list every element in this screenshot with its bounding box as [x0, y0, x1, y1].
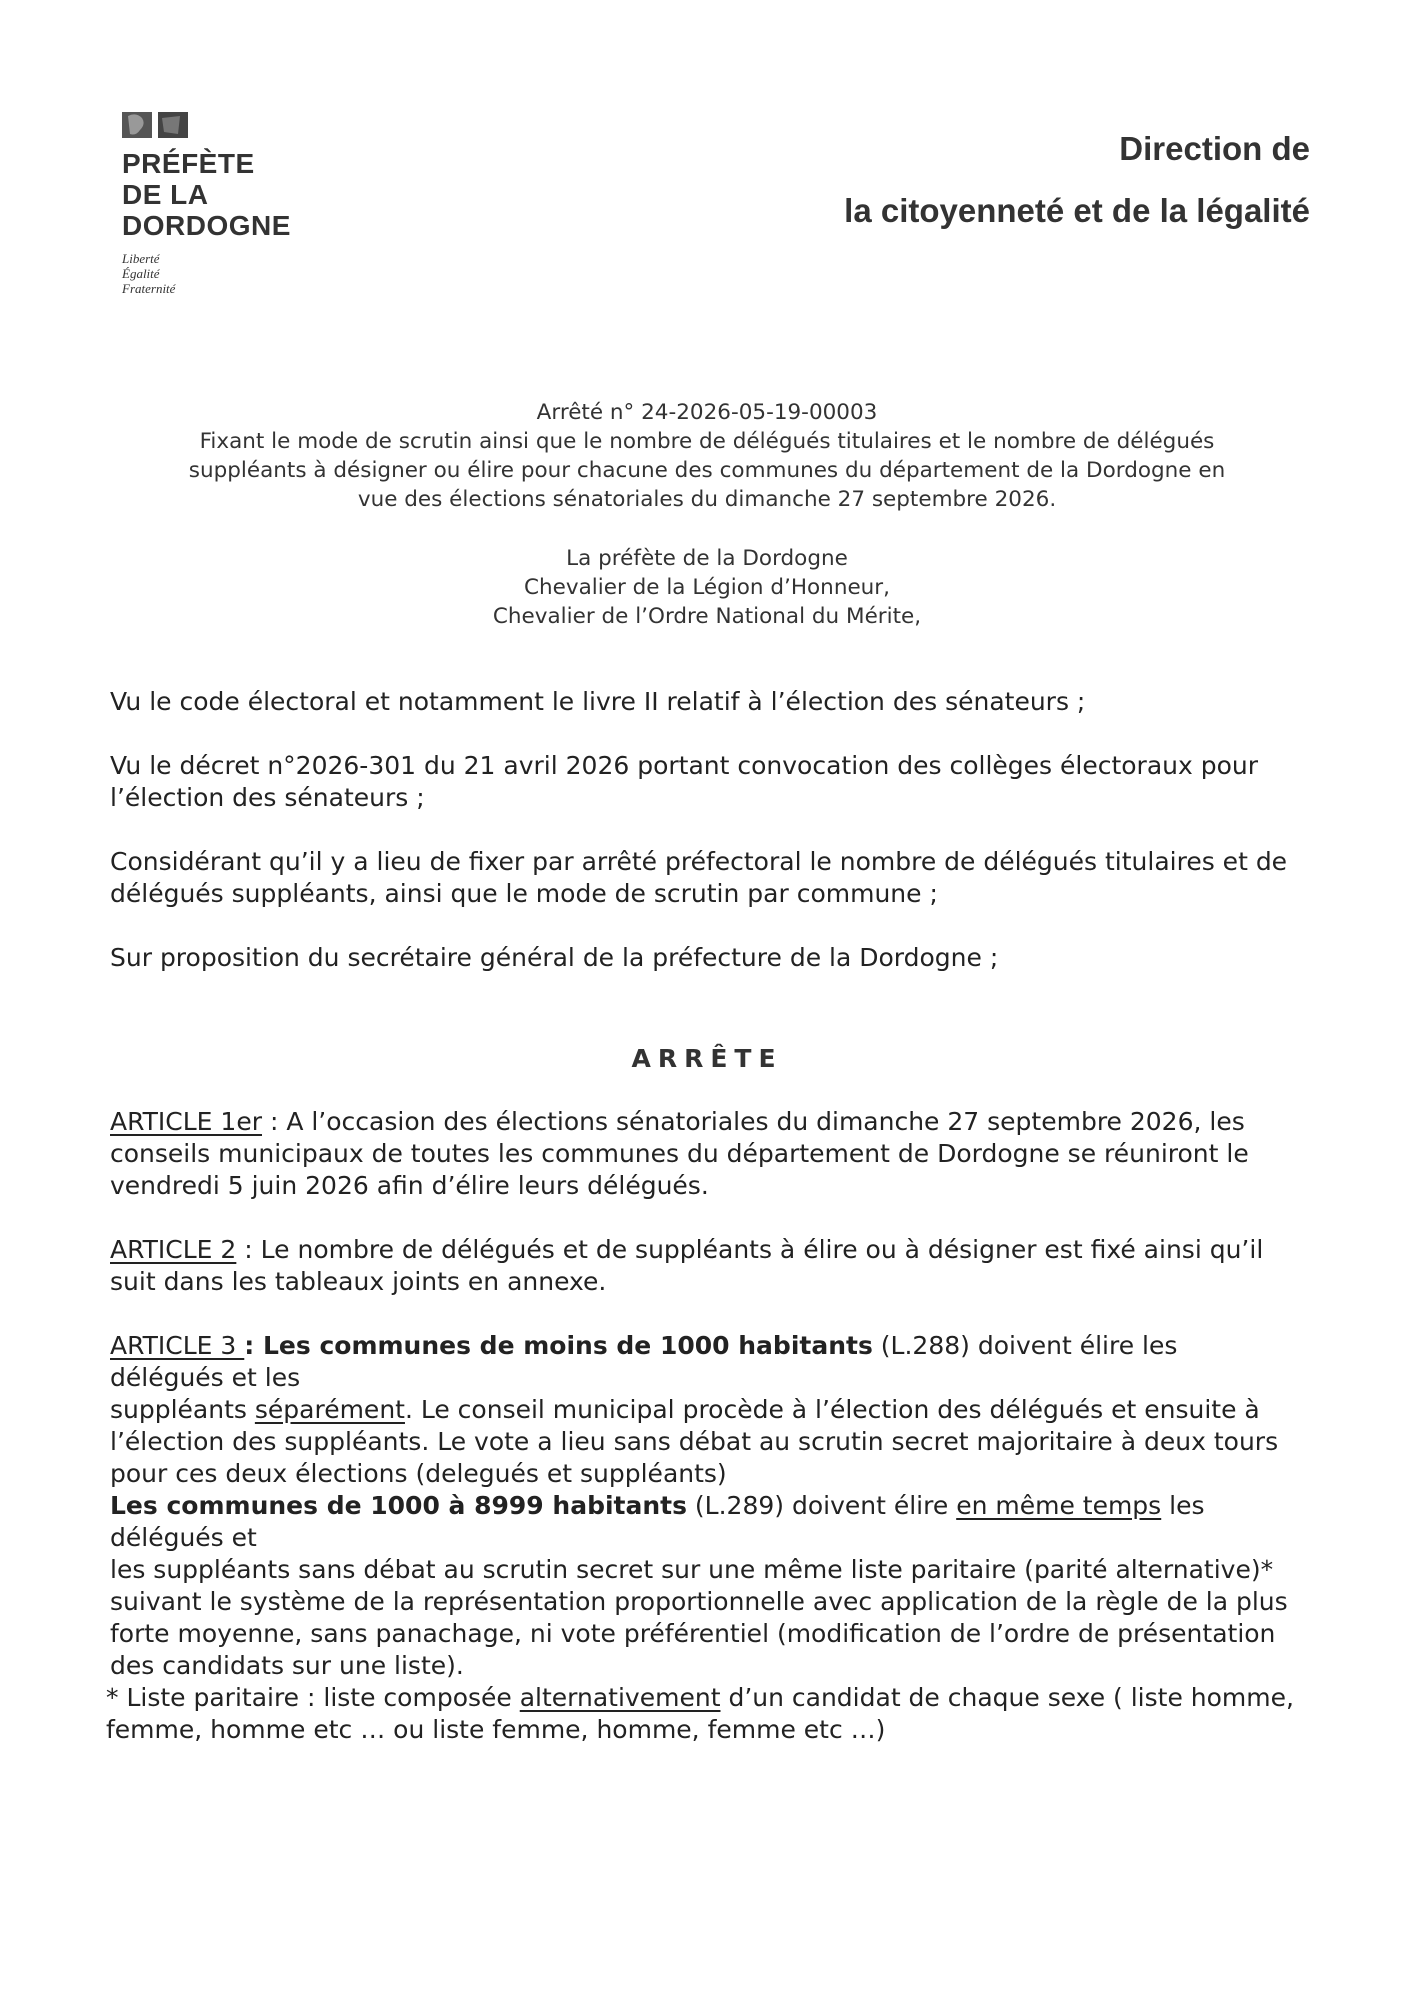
- article-3-paragraph-2: [110, 1490, 1294, 1682]
- note-pre: * Liste paritaire : liste composée: [106, 1683, 520, 1712]
- prefecture-logo: [122, 110, 342, 296]
- recital-vu-decret: [110, 750, 1294, 814]
- article-3-line-3: l’élection des suppléants. Le vote a lieu sans débat au scrutin secret majoritaire à deux tours: [110, 1427, 1279, 1456]
- arrete-title-block: [120, 398, 1294, 514]
- article-3-line-2-pre: suppléants: [110, 1395, 255, 1424]
- recital-considerant: [110, 846, 1294, 910]
- arrete-number: Arrêté n° 24-2026-05-19-00003: [536, 400, 878, 425]
- recital-vu-code-text: Vu le code électoral et notamment le livre II relatif à l’élection des sénateurs ;: [110, 687, 1086, 716]
- marianne-emblem-icon: [122, 110, 342, 140]
- authority-line-2: Chevalier de la Légion d’Honneur,: [524, 575, 890, 600]
- article-1: [110, 1106, 1294, 1202]
- article-2: [110, 1234, 1294, 1298]
- arrete-heading: ARRÊTE: [631, 1044, 783, 1073]
- article-3-line-1-rest: (L.288) doivent élire les délégués et les: [110, 1331, 1178, 1392]
- title-line-3: vue des élections sénatoriales du dimanche 27 septembre 2026.: [357, 487, 1057, 512]
- motto: [122, 251, 342, 296]
- recital-vu-code: [110, 686, 1294, 718]
- article-3-colon: :: [244, 1331, 263, 1360]
- article-3-en-meme-temps: en même temps: [956, 1491, 1162, 1520]
- recital-vu-decret-line-2: l’élection des sénateurs ;: [110, 783, 425, 812]
- recital-proposition-text: Sur proposition du secrétaire général de la préfecture de la Dordogne ;: [110, 943, 999, 972]
- note-alternativement: alternativement: [519, 1683, 721, 1712]
- logo-line-1: PRÉFÈTE: [122, 148, 255, 179]
- authority-block: [120, 544, 1294, 631]
- article-1-line-3: vendredi 5 juin 2026 afin d’élire leurs délégués.: [110, 1171, 709, 1200]
- motto-fraternite: Fraternité: [122, 281, 176, 296]
- article-3-p2-line-3: suivant le système de la représentation proportionnelle avec application de la règle de la plus: [110, 1587, 1288, 1616]
- authority-line-3: Chevalier de l’Ordre National du Mérite,: [492, 604, 922, 629]
- article-3-p2-line-5: des candidats sur une liste).: [110, 1651, 464, 1680]
- article-3-p2-line-1-end: les délégués et: [110, 1491, 1205, 1552]
- article-3-line-2-rest: . Le conseil municipal procède à l’élection des délégués et ensuite à: [404, 1395, 1260, 1424]
- note-rest: d’un candidat de chaque sexe ( liste homme,: [720, 1683, 1294, 1712]
- direction-line-2: la citoyenneté et de la légalité: [844, 192, 1310, 229]
- article-3-separement: séparément: [254, 1395, 405, 1424]
- logo-line-3: DORDOGNE: [122, 210, 291, 241]
- recital-proposition: [110, 942, 1294, 974]
- direction-header: [844, 118, 1310, 242]
- motto-egalite: Égalité: [122, 266, 160, 281]
- motto-liberte: Liberté: [122, 251, 160, 266]
- direction-line-1: Direction de: [1119, 130, 1310, 167]
- note-line-2: femme, homme etc … ou liste femme, homme, femme etc …): [106, 1715, 886, 1744]
- liste-paritaire-note: [106, 1682, 1294, 1746]
- recital-considerant-line-2: délégués suppléants, ainsi que le mode de scrutin par commune ;: [110, 879, 938, 908]
- article-1-line-1: : A l’occasion des élections sénatoriales du dimanche 27 septembre 2026, les: [262, 1107, 1245, 1136]
- article-2-line-2: suit dans les tableaux joints en annexe.: [110, 1267, 607, 1296]
- article-2-line-1: : Le nombre de délégués et de suppléants à élire ou à désigner est fixé ainsi qu’il: [236, 1235, 1264, 1264]
- title-line-1: Fixant le mode de scrutin ainsi que le nombre de délégués titulaires et le nombre de délégués: [199, 429, 1215, 454]
- article-3-bold-communes-1000-8999: Les communes de 1000 à 8999 habitants: [110, 1491, 687, 1520]
- article-1-line-2: conseils municipaux de toutes les communes du département de Dordogne se réuniront le: [110, 1139, 1249, 1168]
- article-3-line-4: pour ces deux élections (delegués et suppléants): [110, 1459, 727, 1488]
- article-3-p2-line-1-mid: (L.289) doivent élire: [686, 1491, 957, 1520]
- recital-considerant-line-1: Considérant qu’il y a lieu de fixer par arrêté préfectoral le nombre de délégués titulaires et de: [110, 847, 1288, 876]
- article-3-p2-line-2: les suppléants sans débat au scrutin secret sur une même liste paritaire (parité alternative)*: [110, 1555, 1274, 1584]
- article-3-label: ARTICLE 3: [110, 1331, 245, 1360]
- title-line-2: suppléants à désigner ou élire pour chacune des communes du département de la Dordogne en: [188, 458, 1226, 483]
- article-3-p2-line-4: forte moyenne, sans panachage, ni vote préférentiel (modification de l’ordre de présentation: [110, 1619, 1276, 1648]
- article-1-label: ARTICLE 1er: [110, 1107, 262, 1136]
- article-3: [110, 1330, 1294, 1490]
- authority-line-1: La préfète de la Dordogne: [566, 546, 848, 571]
- logo-line-2: DE LA: [122, 179, 209, 210]
- article-3-bold-communes-moins-1000: Les communes de moins de 1000 habitants: [262, 1331, 873, 1360]
- recital-vu-decret-line-1: Vu le décret n°2026-301 du 21 avril 2026 portant convocation des collèges électoraux pour: [110, 751, 1259, 780]
- article-2-label: ARTICLE 2: [110, 1235, 237, 1264]
